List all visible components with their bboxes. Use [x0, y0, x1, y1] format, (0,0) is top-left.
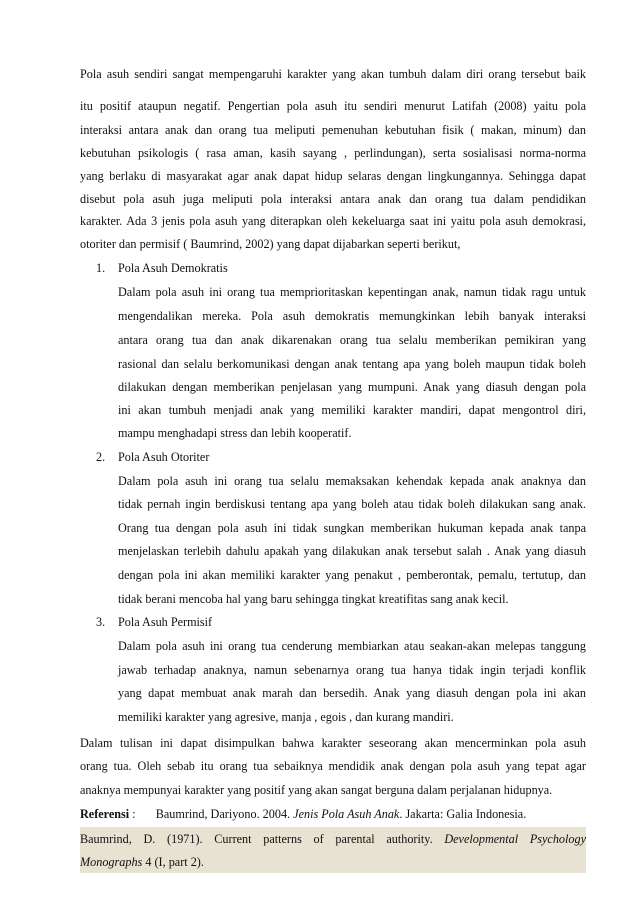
intro-line: interaksi antara anak dan orang tua meliputi pemenuhan kebutuhan fisik ( makan, minum) dan: [80, 123, 586, 137]
intro-line: Pola asuh sendiri sangat mempengaruhi karakter yang akan tumbuh dalam diri orang tersebut baik: [80, 67, 586, 81]
reference-volume: 4 (I, part 2).: [142, 855, 204, 869]
reference-title: Jenis Pola Asuh Anak: [293, 807, 400, 821]
intro-line: karakter. Ada 3 jenis pola asuh yang diterapkan oleh kekeluarga saat ini yaitu pola asuh demokrasi,: [80, 214, 586, 228]
reference-journal: Monographs: [80, 855, 143, 869]
reference-authors: Baumrind, Dariyono. 2004.: [155, 807, 291, 821]
list-item-line: Dalam pola asuh ini orang tua cenderung membiarkan atau seakan-akan melepas tanggung: [118, 639, 586, 653]
list-item-line: jawab terhadap anaknya, namun sebenarnya orang tua hanya tidak ingin terjadi konflik: [118, 663, 586, 677]
reference-journal: Developmental Psychology: [444, 832, 587, 846]
intro-line: itu positif ataupun negatif. Pengertian pola asuh itu sendiri menurut Latifah (2008) yaitu pola: [80, 99, 586, 113]
list-item-line: mengendalikan mereka. Pola asuh demokratis memungkinkan lebih banyak interaksi: [118, 309, 586, 323]
list-item-line: tidak pernah ingin berdiskusi tentang apa yang boleh atau tidak boleh dilakukan sang anak.: [118, 497, 586, 511]
references-label: Referensi: [80, 807, 130, 821]
list-item-line: Orang tua dengan pola asuh ini tidak sungkan memberikan hukuman kepada anak tanpa: [118, 521, 586, 535]
reference-entry-1: [80, 802, 586, 826]
intro-line: kebutuhan psikologis ( rasa aman, kasih sayang , perlindungan), serta sosialisasi norma-norma: [80, 146, 586, 160]
reference-line: [80, 850, 586, 874]
conclusion-line: Dalam tulisan ini dapat disimpulkan bahwa karakter seseorang akan mencerminkan pola asuh: [80, 736, 586, 750]
list-item-line: antara orang tua dan anak dikarenakan orang tua selalu memberikan pemikiran yang: [118, 333, 586, 347]
list-item-line: yang dapat membuat anak marah dan bersedih. Anak yang diasuh dengan pola ini akan: [118, 686, 586, 700]
intro-line: disebut pola asuh juga meliputi pola interaksi antara anak dan orang tua dalam pendidikan: [80, 192, 586, 206]
conclusion-line: anaknya mempunyai karakter yang positif yang akan sangat berguna dalam perjalanan hidupnya.: [80, 783, 553, 797]
list-item-number: 1.: [96, 261, 106, 275]
list-item-number: 2.: [96, 450, 106, 464]
list-item-line: menjelaskan terlebih dahulu apakah yang dilakukan anak tersebut salah . Anak yang diasuh: [118, 544, 586, 558]
references-colon: :: [129, 807, 136, 821]
list-item-line: ini akan tumbuh menjadi anak yang memiliki karakter mandiri, dapat mengontrol diri,: [118, 403, 586, 417]
list-item-line: mampu menghadapi stress dan lebih kooperatif.: [118, 426, 352, 440]
intro-line: yang berlaku di masyarakat agar anak dapat hidup selaras dengan lingkungannya. Sehingga dapat: [80, 169, 586, 183]
list-item-line: memiliki karakter yang agresive, manja , egois , dan kurang mandiri.: [118, 710, 454, 724]
list-item-line: rasional dan selalu berkomunikasi dengan anak tentang apa yang boleh maupun tidak boleh: [118, 357, 586, 371]
reference-text: Baumrind, D. (1971). Current patterns of parental authority.: [80, 832, 433, 846]
list-item-line: tidak berani mencoba hal yang baru sehingga tingkat kreatifitas sang anak kecil.: [118, 592, 509, 606]
reference-publisher: . Jakarta: Galia Indonesia.: [399, 807, 527, 821]
list-item-line: dengan pola ini akan memiliki karakter yang penakut , pemberontak, pemalu, tertutup, dan: [118, 568, 586, 582]
conclusion-line: orang tua. Oleh sebab itu orang tua sebaiknya mendidik anak dengan pola asuh yang tepat agar: [80, 759, 586, 773]
reference-entry-2: [80, 827, 586, 873]
list-item-title: Pola Asuh Otoriter: [118, 450, 210, 464]
list-item-line: Dalam pola asuh ini orang tua selalu memaksakan kehendak kepada anak anaknya dan: [118, 474, 586, 488]
list-item-title: Pola Asuh Permisif: [118, 615, 213, 629]
intro-line: otoriter dan permisif ( Baumrind, 2002) yang dapat dijabarkan seperti berikut,: [80, 237, 461, 251]
list-item-title: Pola Asuh Demokratis: [118, 261, 228, 275]
list-item-line: dilakukan dengan memberikan penjelasan yang mumpuni. Anak yang diasuh dengan pola: [118, 380, 586, 394]
list-item-line: Dalam pola asuh ini orang tua memprioritaskan kepentingan anak, namun tidak ragu untuk: [118, 285, 586, 299]
reference-line: [80, 827, 586, 851]
list-item-number: 3.: [96, 615, 106, 629]
